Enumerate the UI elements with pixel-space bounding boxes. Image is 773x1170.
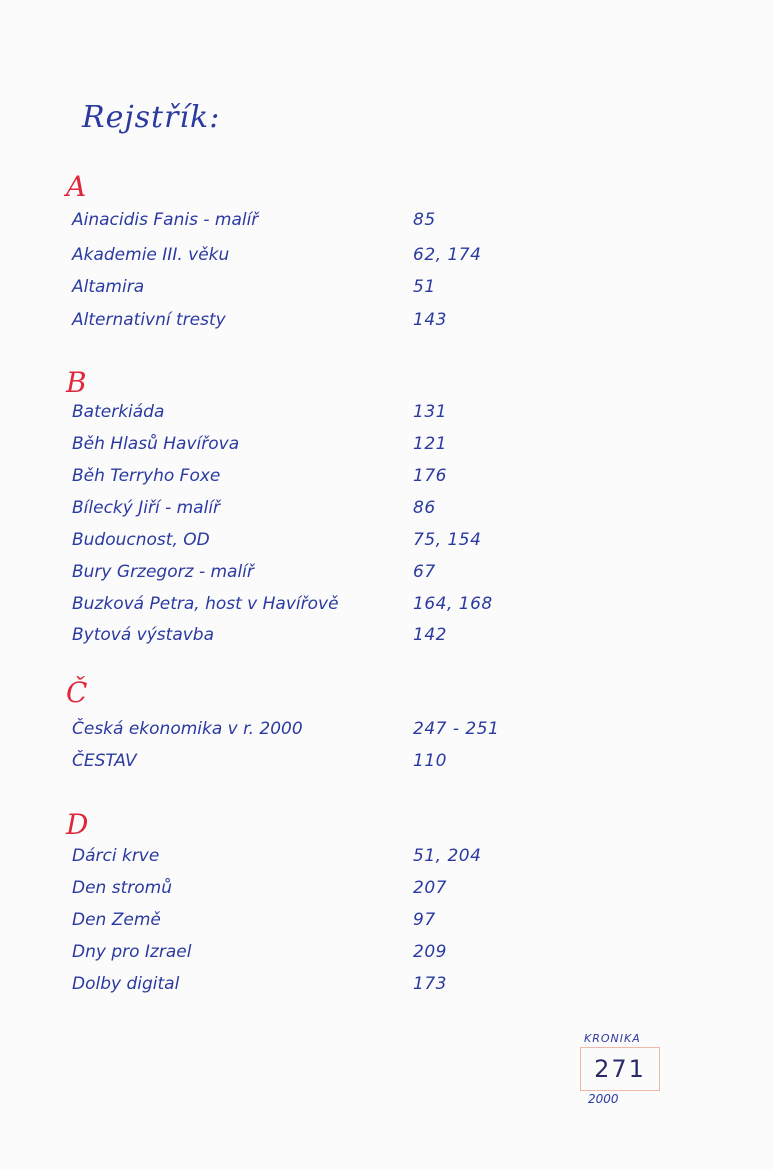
entry-term: Den stromů — [72, 878, 172, 898]
entry-pages: 176 — [413, 466, 447, 486]
entry-term: Dny pro Izrael — [72, 942, 192, 962]
entry-pages: 207 — [413, 878, 447, 898]
entry-term: Běh Terryho Foxe — [72, 466, 221, 486]
index-entry — [72, 562, 632, 588]
index-entry — [72, 878, 632, 904]
entry-pages: 142 — [413, 625, 447, 645]
section-letter-d: D — [66, 808, 89, 841]
index-entry — [72, 210, 632, 236]
index-entry — [72, 910, 632, 936]
entry-pages: 164, 168 — [413, 594, 493, 614]
entry-pages: 247 - 251 — [413, 719, 500, 739]
entry-term: Běh Hlasů Havířova — [72, 434, 240, 454]
entry-pages: 75, 154 — [413, 530, 482, 550]
entry-term: Bytová výstavba — [72, 625, 215, 645]
entry-pages: 209 — [413, 942, 447, 962]
index-entry — [72, 974, 632, 1000]
index-entry — [72, 846, 632, 872]
entry-pages: 51, 204 — [413, 846, 482, 866]
entry-term: Česká ekonomika v r. 2000 — [72, 719, 303, 739]
entry-term: Akademie III. věku — [72, 245, 230, 265]
stamp-label-bottom: 2000 — [588, 1092, 619, 1106]
index-entry — [72, 625, 632, 651]
entry-pages: 67 — [413, 562, 436, 582]
index-entry — [72, 277, 632, 303]
entry-term: Bílecký Jiří - malíř — [72, 498, 221, 518]
entry-pages: 143 — [413, 310, 447, 330]
entry-term: ČESTAV — [72, 751, 137, 771]
stamp-label-top: KRONIKA — [584, 1032, 641, 1045]
entry-term: Buzková Petra, host v Havířově — [72, 594, 339, 614]
entry-pages: 131 — [413, 402, 447, 422]
index-entry — [72, 466, 632, 492]
entry-pages: 62, 174 — [413, 245, 482, 265]
index-entry — [72, 402, 632, 428]
index-entry — [72, 530, 632, 556]
page-title: Rejstřík: — [82, 100, 221, 135]
stamp-page-number: 271 — [580, 1047, 660, 1091]
entry-term: Budoucnost, OD — [72, 530, 210, 550]
entry-term: Den Země — [72, 910, 161, 930]
entry-pages: 85 — [413, 210, 436, 230]
index-entry — [72, 245, 632, 271]
entry-pages: 51 — [413, 277, 436, 297]
entry-term: Altamira — [72, 277, 145, 297]
entry-term: Dárci krve — [72, 846, 160, 866]
entry-term: Alternativní tresty — [72, 310, 226, 330]
entry-pages: 121 — [413, 434, 447, 454]
index-entry — [72, 594, 632, 620]
index-entry — [72, 751, 632, 777]
entry-pages: 86 — [413, 498, 436, 518]
index-entry — [72, 942, 632, 968]
section-letter-a: A — [66, 170, 87, 203]
index-entry — [72, 498, 632, 524]
entry-term: Baterkiáda — [72, 402, 165, 422]
index-entry — [72, 310, 632, 336]
entry-term: Bury Grzegorz - malíř — [72, 562, 254, 582]
section-letter-c-caron: Č — [66, 676, 88, 709]
entry-term: Dolby digital — [72, 974, 180, 994]
index-entry — [72, 434, 632, 460]
section-letter-b: B — [66, 366, 87, 399]
entry-pages: 110 — [413, 751, 447, 771]
chronicle-page-stamp — [578, 1032, 668, 1112]
index-entry — [72, 719, 632, 745]
entry-term: Ainacidis Fanis - malíř — [72, 210, 259, 230]
entry-pages: 173 — [413, 974, 447, 994]
entry-pages: 97 — [413, 910, 436, 930]
